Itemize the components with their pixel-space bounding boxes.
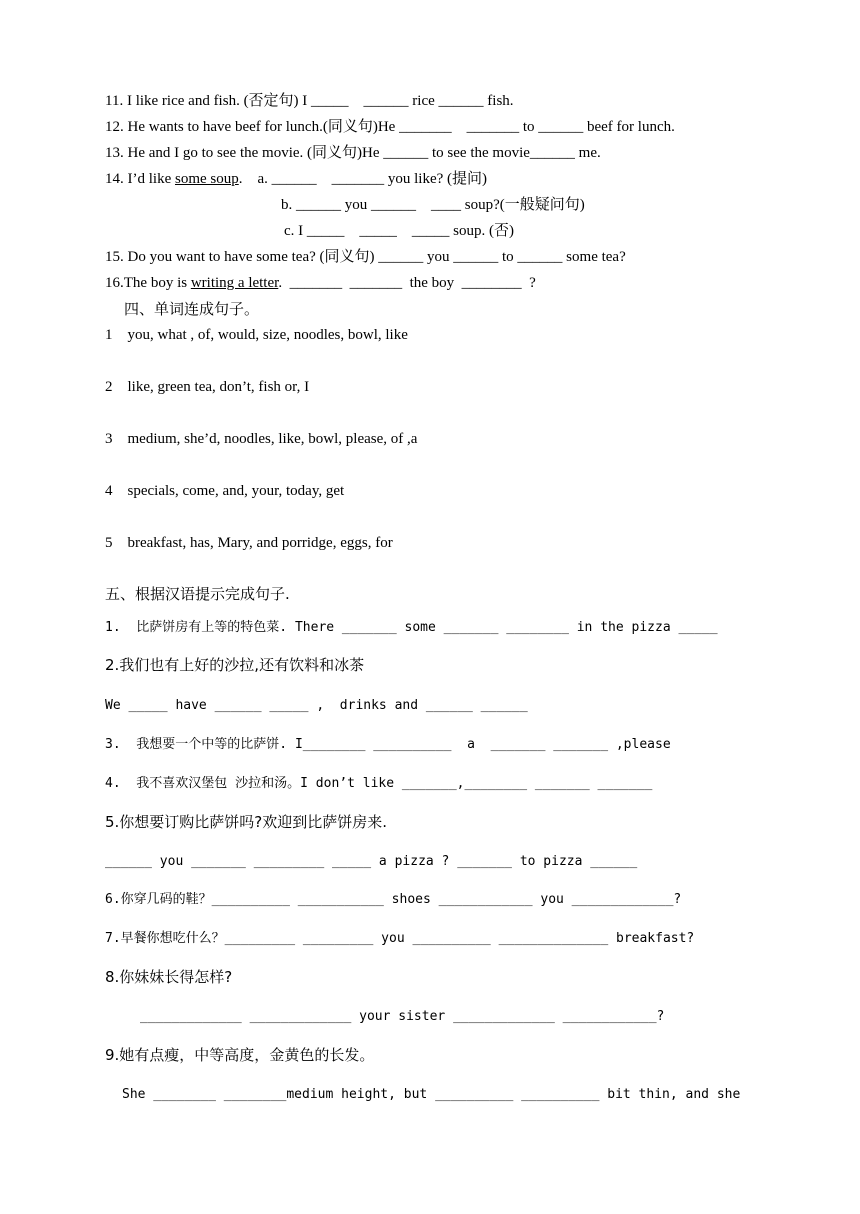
question-13: 13. He and I go to see the movie. (同义句)He ______ to see the movie______ me.: [105, 145, 601, 161]
question-16-underlined-phrase: writing a letter: [190, 275, 279, 291]
section-4-item-5: 5 breakfast, has, Mary, and porridge, eggs, for: [105, 535, 393, 551]
question-14: [105, 172, 487, 187]
section-4-heading: 四、单词连成句子。: [124, 300, 260, 318]
section-5-heading: 五、根据汉语提示完成句子.: [105, 585, 290, 603]
question-14-underlined-phrase: some soup: [174, 171, 239, 187]
question-16: [105, 276, 536, 291]
section-5-line-12: 9.她有点瘦，中等高度，金黄色的长发。: [105, 1046, 375, 1064]
section-5-line-8: 6.你穿几码的鞋？__________ ___________ shoes ____________ you _____________?: [105, 892, 682, 907]
section-4-item-4: 4 specials, come, and, your, today, get: [105, 483, 345, 499]
question-16-prefix: 16.The boy is: [105, 275, 191, 291]
section-5-line-4: 3. 我想要一个中等的比萨饼. I________ __________ a _______ _______ ,please: [105, 737, 671, 752]
section-5-line-7: ______ you _______ _________ _____ a pizza ? _______ to pizza ______: [105, 854, 638, 869]
section-5-line-1: 1. 比萨饼房有上等的特色菜. There _______ some _______ ________ in the pizza _____: [105, 620, 718, 635]
question-15: 15. Do you want to have some tea? (同义句) ______ you ______ to ______ some tea?: [105, 249, 626, 265]
question-14-prefix: 14. I’d like: [105, 171, 175, 187]
section-5-line-11: _____________ _____________ your sister _____________ ____________?: [140, 1009, 665, 1024]
question-14-part-a: . a. ______ _______ you like? (提问): [238, 171, 488, 187]
question-12: 12. He wants to have beef for lunch.(同义句)He _______ _______ to ______ beef for lunch.: [105, 119, 675, 135]
section-4-item-2: 2 like, green tea, don’t, fish or, I: [105, 379, 310, 395]
section-5-line-10: 8.你妹妹长得怎样?: [105, 968, 233, 986]
question-14-part-c: c. I _____ _____ _____ soup. (否): [284, 223, 514, 239]
question-16-suffix: . _______ _______ the boy ________ ?: [278, 275, 536, 291]
section-5-line-9: 7.早餐你想吃什么？_________ _________ you __________ ______________ breakfast?: [105, 931, 695, 946]
section-5-line-6: 5.你想要订购比萨饼吗?欢迎到比萨饼房来.: [105, 813, 388, 831]
question-14-part-b: b. ______ you ______ ____ soup?(一般疑问句): [281, 197, 585, 213]
section-5-line-3: We _____ have ______ _____ , drinks and ______ ______: [105, 698, 528, 713]
question-11: 11. I like rice and fish. (否定句) I _____ ______ rice ______ fish.: [105, 93, 514, 109]
section-5-line-2: 2.我们也有上好的沙拉,还有饮料和冰茶: [105, 656, 365, 674]
section-5-line-5: 4. 我不喜欢汉堡包 沙拉和汤。I don’t like _______,________ _______ _______: [105, 776, 653, 791]
section-5-line-13: She ________ ________medium height, but __________ __________ bit thin, and she: [122, 1087, 741, 1102]
section-4-item-1: 1 you, what , of, would, size, noodles, bowl, like: [105, 327, 408, 343]
section-4-item-3: 3 medium, she’d, noodles, like, bowl, please, of ,a: [105, 431, 418, 447]
